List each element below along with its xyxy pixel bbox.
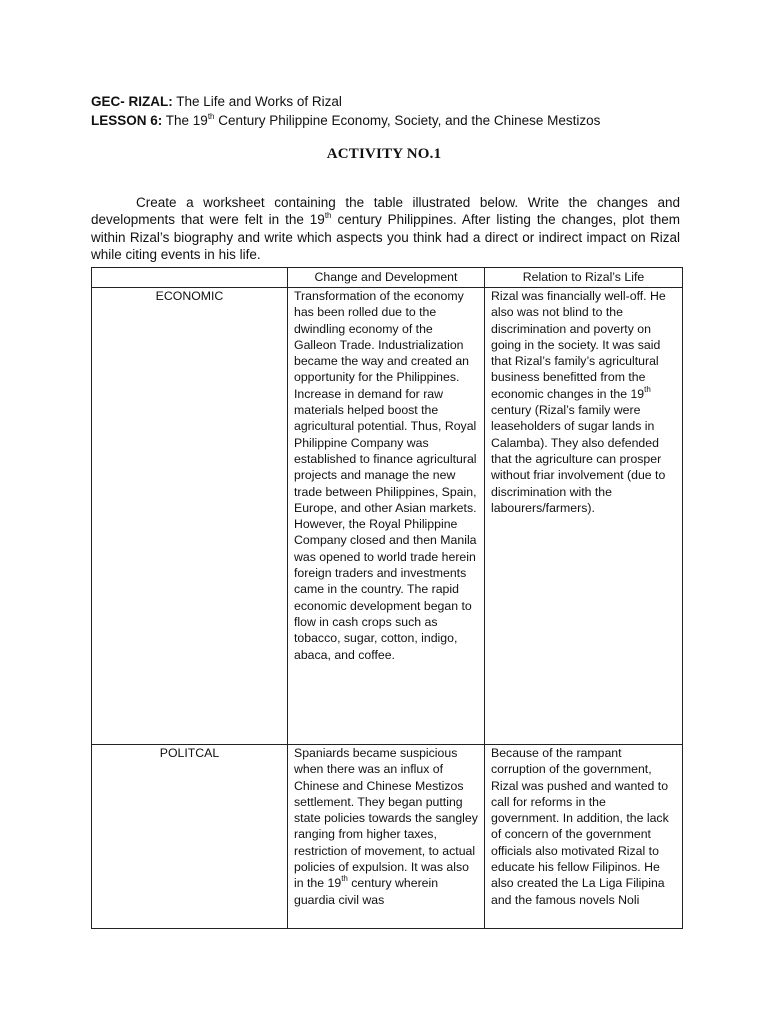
economic-relation-sup: th: [644, 384, 651, 394]
political-relation-cell: [485, 745, 683, 929]
table-row-economic: [92, 288, 683, 745]
lesson-label: LESSON 6:: [91, 113, 163, 128]
political-relation-text: Because of the rampant corruption of the government, Rizal was pushed and wanted to call for reforms in the government. In addition, the lack of concern of the government officials also motivated Rizal to educate his fellow Filipinos. He also created the La Liga Filipina and the famous novels Noli: [491, 746, 669, 907]
instructions-post: century Philippines. After listing the changes, plot them within Rizal’s biography and write which aspects you think had a direct or indirect impact on Rizal while citing events in his life.: [91, 212, 681, 263]
political-change-post: century wherein guardia civil was: [294, 876, 439, 907]
header-relation: Relation to Rizal’s Life: [485, 268, 683, 288]
lesson-heading: [91, 112, 600, 130]
political-change-sup: th: [341, 874, 348, 884]
instructions-paragraph: [91, 194, 680, 264]
instructions-sup: th: [324, 211, 332, 221]
category-political: POLITCAL: [92, 745, 288, 929]
economic-relation-cell: [485, 288, 683, 745]
worksheet-table: [91, 267, 683, 929]
course-heading: [91, 93, 342, 111]
economic-relation-post: century (Rizal’s family were leaseholders of sugar lands in Calamba). They also defended that the agriculture can prosper without friar involvement (due to discrimination with the labourers/farmers).: [491, 403, 666, 515]
economic-relation-pre: Rizal was financially well-off. He also was not blind to the discrimination and poverty on going in the society. It was said that Rizal’s family’s agricultural business benefitted from the economic changes in the 19: [491, 289, 666, 401]
political-change-cell: [288, 745, 485, 929]
activity-title: ACTIVITY NO.1: [326, 146, 442, 162]
economic-change-cell: Transformation of the economy has been rolled due to the dwindling economy of the Galleon Trade. Industrialization became the way and created an opportunity for the Philippines. Increase in demand for raw materials helped boost the agricultural potential. Thus, Royal Philippine Company was established to finance agricultural projects and manage the new trade between Philippines, Spain, Europe, and other Asian markets. However, the Royal Philippine Company closed and then Manila was opened to world trade herein foreign traders and investments came in the country. The rapid economic development began to flow in cash crops such as tobacco, sugar, cotton, indigo, abaca, and coffee.: [288, 288, 485, 745]
lesson-title-post: Century Philippine Economy, Society, and the Chinese Mestizos: [214, 113, 601, 128]
table-header-row: [92, 268, 683, 288]
instructions-pre: Create a worksheet containing the table illustrated below. Write the changes and developments that were felt in the 19: [91, 194, 680, 228]
lesson-title-sup: th: [207, 112, 215, 121]
political-change-pre: Spaniards became suspicious when there was an influx of Chinese and Chinese Mestizos settlement. They began putting state policies towards the sangley ranging from higher taxes, restriction of movement, to actual policies of expulsion. It was also in the 19: [294, 746, 478, 891]
header-change: Change and Development: [288, 268, 485, 288]
course-title: The Life and Works of Rizal: [172, 94, 342, 109]
header-blank: [92, 268, 288, 288]
category-economic: ECONOMIC: [92, 288, 288, 745]
lesson-title-pre: The 19: [162, 113, 208, 128]
course-label: GEC- RIZAL:: [91, 94, 173, 109]
table-row-political: [92, 745, 683, 929]
